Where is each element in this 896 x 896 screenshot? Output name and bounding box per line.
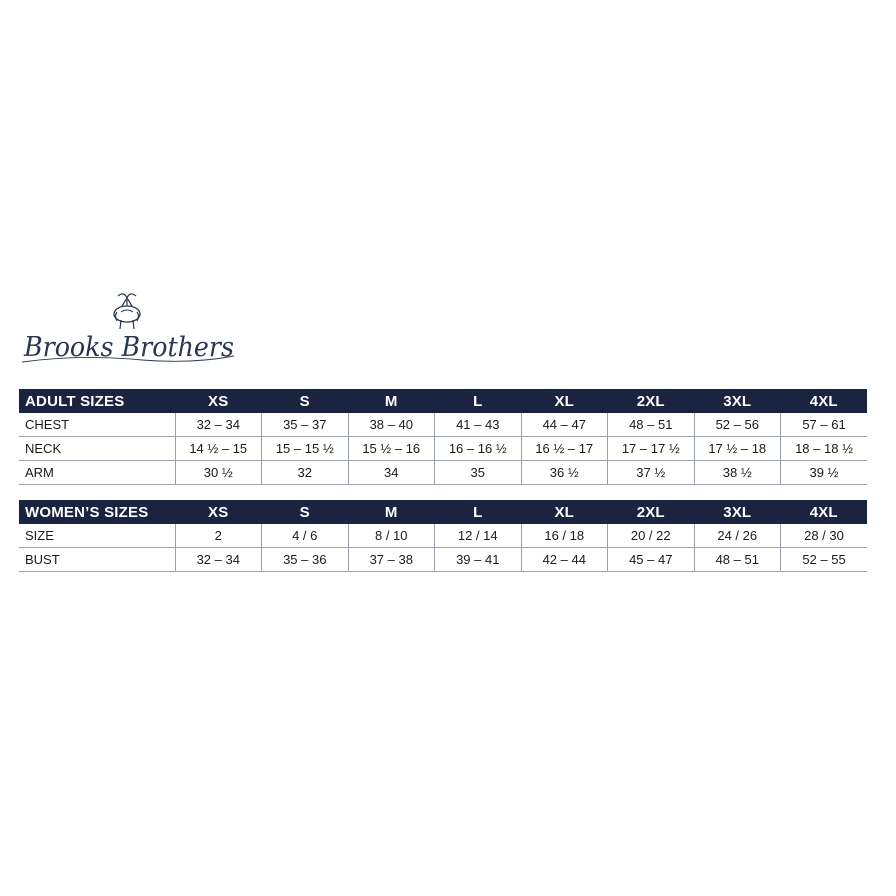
table-cell: 30 ½ <box>175 461 262 485</box>
table-cell: 35 <box>435 461 522 485</box>
adult-sizes-table <box>19 389 867 485</box>
adult-sizes-title: ADULT SIZES <box>19 389 175 413</box>
size-header: M <box>348 389 435 413</box>
size-header: XL <box>521 500 608 524</box>
table-cell: 52 – 56 <box>694 413 781 437</box>
table-cell: 37 – 38 <box>348 548 435 572</box>
table-cell: 16 – 16 ½ <box>435 437 522 461</box>
size-header: M <box>348 500 435 524</box>
size-header: S <box>262 389 349 413</box>
table-cell: 38 – 40 <box>348 413 435 437</box>
size-header: XL <box>521 389 608 413</box>
table-cell: 38 ½ <box>694 461 781 485</box>
table-row <box>19 548 867 572</box>
table-cell: 15 ½ – 16 <box>348 437 435 461</box>
size-header: 3XL <box>694 500 781 524</box>
table-cell: 35 – 37 <box>262 413 349 437</box>
table-cell: 14 ½ – 15 <box>175 437 262 461</box>
women-header-row <box>19 500 867 524</box>
size-header: L <box>435 389 522 413</box>
table-cell: 15 – 15 ½ <box>262 437 349 461</box>
table-cell: 12 / 14 <box>435 524 522 548</box>
table-cell: 32 – 34 <box>175 413 262 437</box>
table-cell: 35 – 36 <box>262 548 349 572</box>
womens-sizes-title: WOMEN’S SIZES <box>19 500 175 524</box>
table-row <box>19 524 867 548</box>
row-label: BUST <box>19 548 175 572</box>
row-label: ARM <box>19 461 175 485</box>
table-cell: 39 – 41 <box>435 548 522 572</box>
table-cell: 37 ½ <box>608 461 695 485</box>
golden-fleece-icon <box>18 290 240 368</box>
table-row <box>19 437 867 461</box>
row-label: CHEST <box>19 413 175 437</box>
size-header: 3XL <box>694 389 781 413</box>
womens-sizes-table <box>19 500 867 572</box>
size-header: 2XL <box>608 389 695 413</box>
size-header: XS <box>175 389 262 413</box>
table-row <box>19 461 867 485</box>
table-cell: 18 – 18 ½ <box>781 437 868 461</box>
table-cell: 28 / 30 <box>781 524 868 548</box>
brooks-brothers-logo <box>18 290 240 368</box>
size-header: L <box>435 500 522 524</box>
size-header: 4XL <box>781 500 868 524</box>
table-cell: 41 – 43 <box>435 413 522 437</box>
table-cell: 48 – 51 <box>694 548 781 572</box>
table-cell: 39 ½ <box>781 461 868 485</box>
size-header: 2XL <box>608 500 695 524</box>
table-cell: 34 <box>348 461 435 485</box>
table-cell: 8 / 10 <box>348 524 435 548</box>
table-cell: 32 <box>262 461 349 485</box>
row-label: NECK <box>19 437 175 461</box>
table-cell: 42 – 44 <box>521 548 608 572</box>
row-label: SIZE <box>19 524 175 548</box>
table-cell: 16 ½ – 17 <box>521 437 608 461</box>
brand-wordmark: Brooks Brothers <box>23 332 234 363</box>
table-cell: 45 – 47 <box>608 548 695 572</box>
size-header: 4XL <box>781 389 868 413</box>
table-cell: 24 / 26 <box>694 524 781 548</box>
adult-header-row <box>19 389 867 413</box>
table-cell: 4 / 6 <box>262 524 349 548</box>
table-cell: 17 ½ – 18 <box>694 437 781 461</box>
table-cell: 52 – 55 <box>781 548 868 572</box>
table-cell: 44 – 47 <box>521 413 608 437</box>
table-cell: 17 – 17 ½ <box>608 437 695 461</box>
table-row <box>19 413 867 437</box>
size-header: S <box>262 500 349 524</box>
size-header: XS <box>175 500 262 524</box>
table-cell: 20 / 22 <box>608 524 695 548</box>
table-cell: 36 ½ <box>521 461 608 485</box>
table-cell: 2 <box>175 524 262 548</box>
table-cell: 57 – 61 <box>781 413 868 437</box>
table-cell: 32 – 34 <box>175 548 262 572</box>
table-cell: 16 / 18 <box>521 524 608 548</box>
table-cell: 48 – 51 <box>608 413 695 437</box>
